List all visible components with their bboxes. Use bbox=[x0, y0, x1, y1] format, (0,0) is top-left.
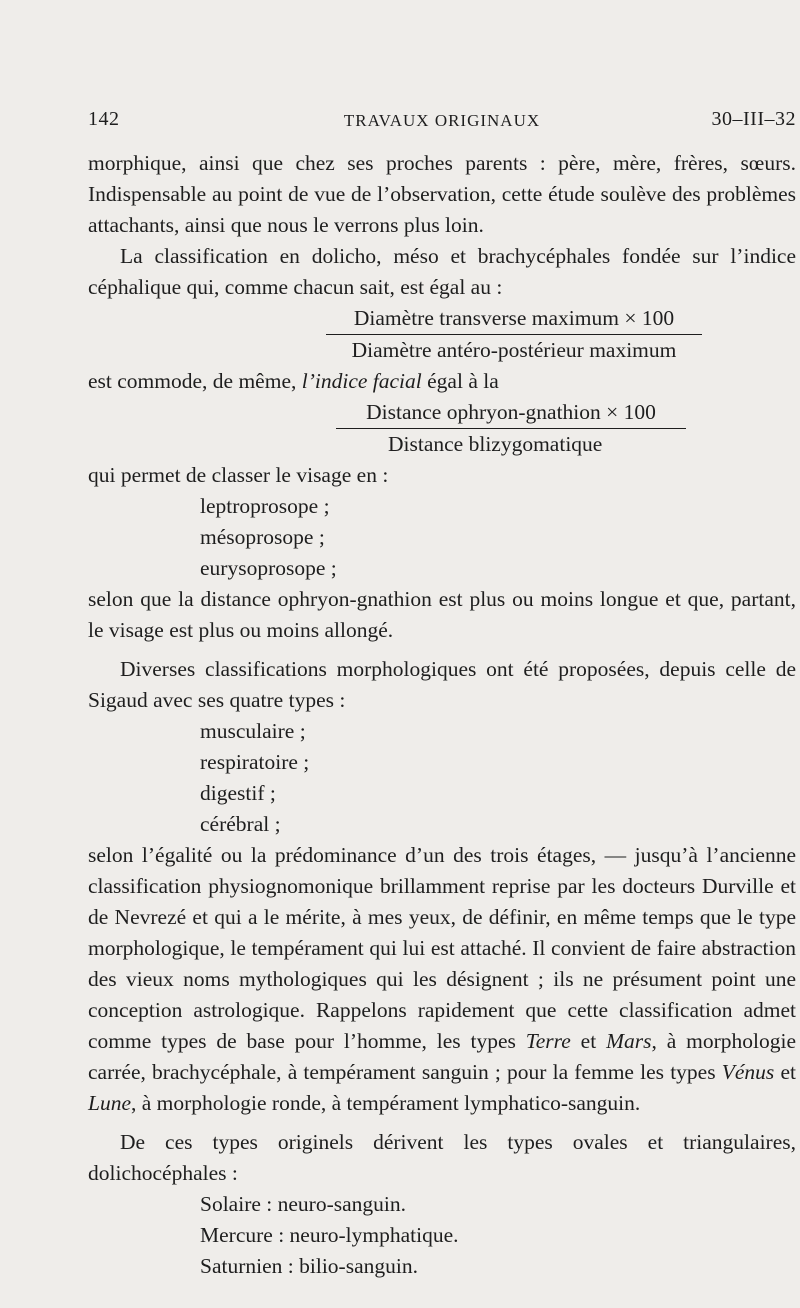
formula-numerator: Diamètre transverse maximum × 100 bbox=[326, 303, 702, 335]
page-header bbox=[88, 108, 796, 138]
list-item: mésoprosope ; bbox=[200, 525, 325, 549]
text-run: , à morphologie ronde, à tempérament lymphatico-sanguin. bbox=[131, 1091, 641, 1115]
paragraph: selon que la distance ophryon-gnathion est plus ou moins longue et que, partant, le visage est plus ou moins allongé. bbox=[88, 587, 796, 642]
text-run: est commode, de même, bbox=[88, 369, 302, 393]
text-run: , à morphologie carrée, brachycéphale, à tempérament sanguin ; pour la femme les types bbox=[88, 1029, 796, 1084]
list-item: Mercure : neuro-lymphatique. bbox=[200, 1223, 459, 1247]
paragraph: La classification en dolicho, méso et brachycéphales fondée sur l’indice céphalique qui, comme chacun sait, est égal au : bbox=[88, 244, 796, 299]
cephalic-index-formula bbox=[88, 303, 796, 366]
text-run: égal à la bbox=[421, 369, 499, 393]
list-item: cérébral ; bbox=[200, 812, 281, 836]
emphasis: Terre bbox=[525, 1029, 571, 1053]
text-run: et bbox=[570, 1029, 607, 1053]
paragraph bbox=[88, 840, 796, 1119]
running-title: TRAVAUX ORIGINAUX bbox=[343, 111, 541, 130]
list-item: eurysoprosope ; bbox=[200, 556, 337, 580]
formula-denominator: Diamètre antéro-postérieur maximum bbox=[351, 338, 677, 362]
emphasis: l’indice facial bbox=[301, 369, 422, 393]
paragraph: qui permet de classer le visage en : bbox=[88, 463, 389, 487]
emphasis: Vénus bbox=[721, 1060, 775, 1084]
paragraph: De ces types originels dérivent les types ovales et triangulaires, dolichocéphales : bbox=[88, 1130, 796, 1185]
header-date: 30–III–32 bbox=[711, 108, 796, 130]
text-run: selon l’égalité ou la prédominance d’un des trois étages, — jusqu’à l’ancienne classification physiognomonique brillamment reprise par les docteurs Durville et de Nevrezé et qui a le mérite, à mes yeux, de définir, en même temps que le type morphologique, le tempérament qui lui est attaché. Il convient de faire abstraction des vieux noms mythologiques qui les désignent ; ils ne présument point une conception astrologique. Rappelons rapidement que cette classification admet comme types de base pour l’homme, les types bbox=[88, 843, 796, 1053]
list-item: Saturnien : bilio-sanguin. bbox=[200, 1254, 418, 1278]
list-item: digestif ; bbox=[200, 781, 276, 805]
facial-index-formula bbox=[88, 397, 796, 460]
emphasis: Mars bbox=[606, 1029, 652, 1053]
derived-type-list bbox=[88, 1189, 796, 1282]
formula-denominator: Distance blizygomatique bbox=[388, 432, 603, 456]
sigaud-type-list bbox=[88, 716, 796, 840]
list-item: musculaire ; bbox=[200, 719, 306, 743]
body-text bbox=[88, 148, 796, 1282]
list-item: Solaire : neuro-sanguin. bbox=[200, 1192, 406, 1216]
formula-numerator: Distance ophryon-gnathion × 100 bbox=[336, 397, 686, 429]
paragraph: Diverses classifications morphologiques ont été proposées, depuis celle de Sigaud avec ses quatre types : bbox=[88, 657, 796, 712]
list-item: respiratoire ; bbox=[200, 750, 310, 774]
paragraph bbox=[88, 366, 796, 397]
list-item: leptroprosope ; bbox=[200, 494, 330, 518]
emphasis: Lune bbox=[88, 1091, 131, 1115]
face-type-list bbox=[88, 491, 796, 584]
page-number: 142 bbox=[88, 108, 120, 130]
paragraph: morphique, ainsi que chez ses proches parents : père, mère, frères, sœurs. Indispensable au point de vue de l’observation, cette étude soulève des problèmes attachants, ainsi que nous le verrons plus loin. bbox=[88, 151, 796, 237]
text-run: et bbox=[774, 1060, 796, 1084]
